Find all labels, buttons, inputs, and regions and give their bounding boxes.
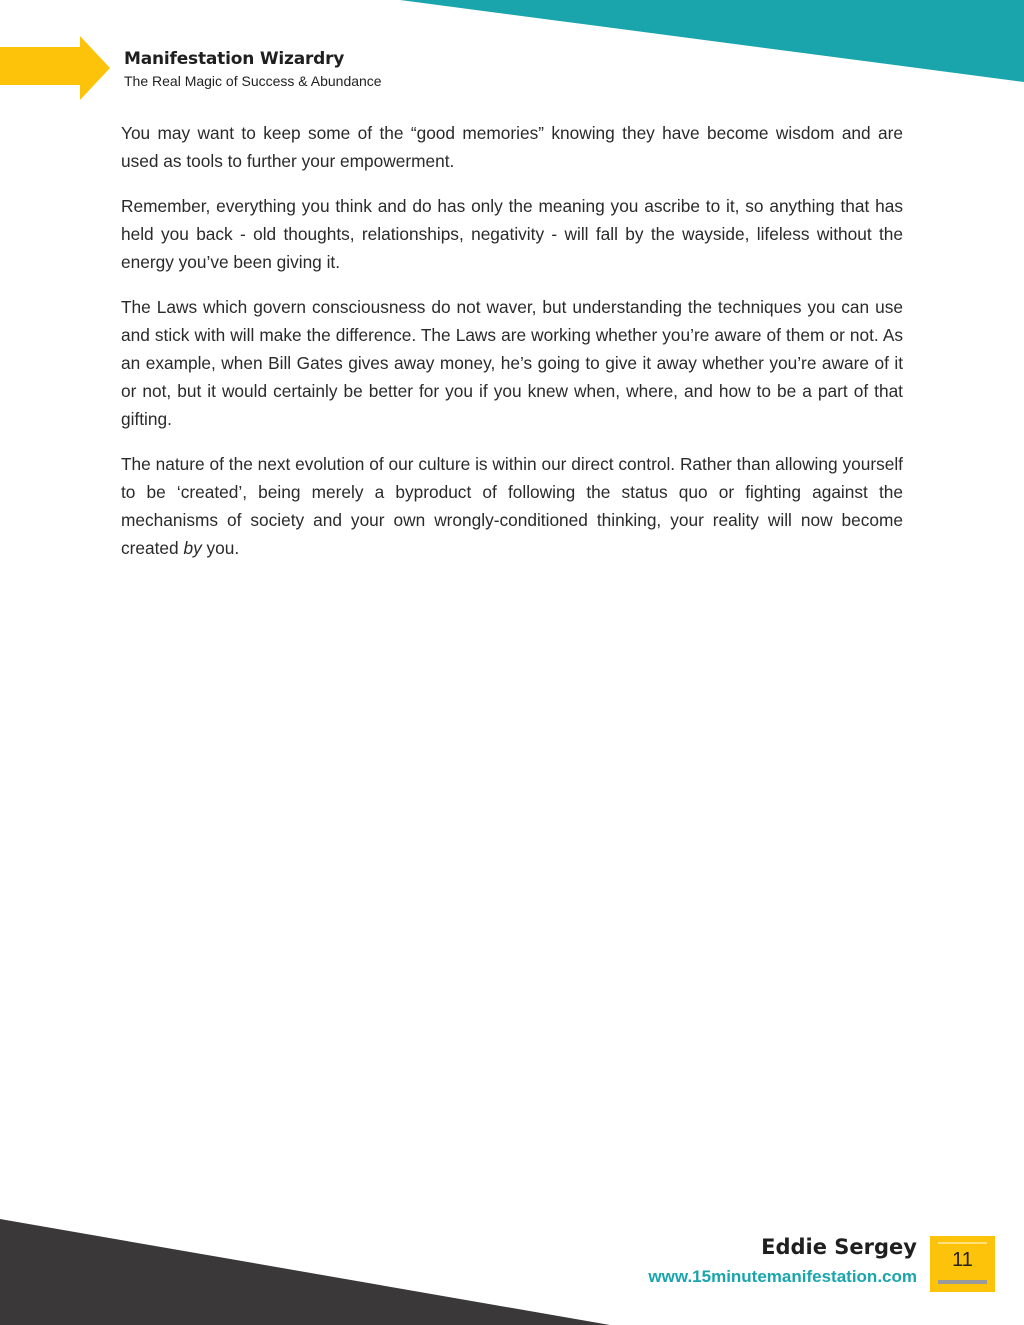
badge-line-bottom (938, 1280, 987, 1284)
body-text (121, 119, 903, 579)
text-run: you. (201, 538, 240, 558)
website-link[interactable]: www.15minutemanifestation.com (648, 1267, 917, 1286)
paragraph: Remember, everything you think and do has only the meaning you ascribe to it, so anything that has held you back - old thoughts, relationships, negativity - will fall by the wayside, lifeless without the energy you’ve been giving it. (121, 196, 903, 272)
text-run: The nature of the next evolution of our culture is within our direct control. Rather than allowing yourself to be ‘created’, being merely a byproduct of following the status quo or fighting against the mechanisms of society and your own wrongly-conditioned thinking, your reality will now become created (121, 454, 903, 558)
yellow-arrow-icon (0, 36, 110, 100)
badge-line-top (938, 1242, 987, 1244)
dark-bottom-shape (0, 1219, 610, 1325)
document-subtitle: The Real Magic of Success & Abundance (124, 73, 382, 89)
paragraph: You may want to keep some of the “good memories” knowing they have become wisdom and are used as tools to further your empowerment. (121, 123, 903, 171)
page-number: 11 (952, 1249, 973, 1271)
teal-corner-shape (400, 0, 1024, 82)
author-name: Eddie Sergey (761, 1235, 917, 1259)
paragraph-last (121, 450, 903, 562)
emphasis-text: by (183, 538, 202, 558)
paragraph: The Laws which govern consciousness do not waver, but understanding the techniques you can use and stick with will make the difference. The Laws are working whether you’re aware of them or not. As an example, when Bill Gates gives away money, he’s going to give it away whether you’re aware of it or not, but it would certainly be better for you if you knew when, where, and how to be a part of that gifting. (121, 297, 903, 429)
document-title: Manifestation Wizardry (124, 49, 345, 69)
page-number-badge (930, 1236, 995, 1292)
